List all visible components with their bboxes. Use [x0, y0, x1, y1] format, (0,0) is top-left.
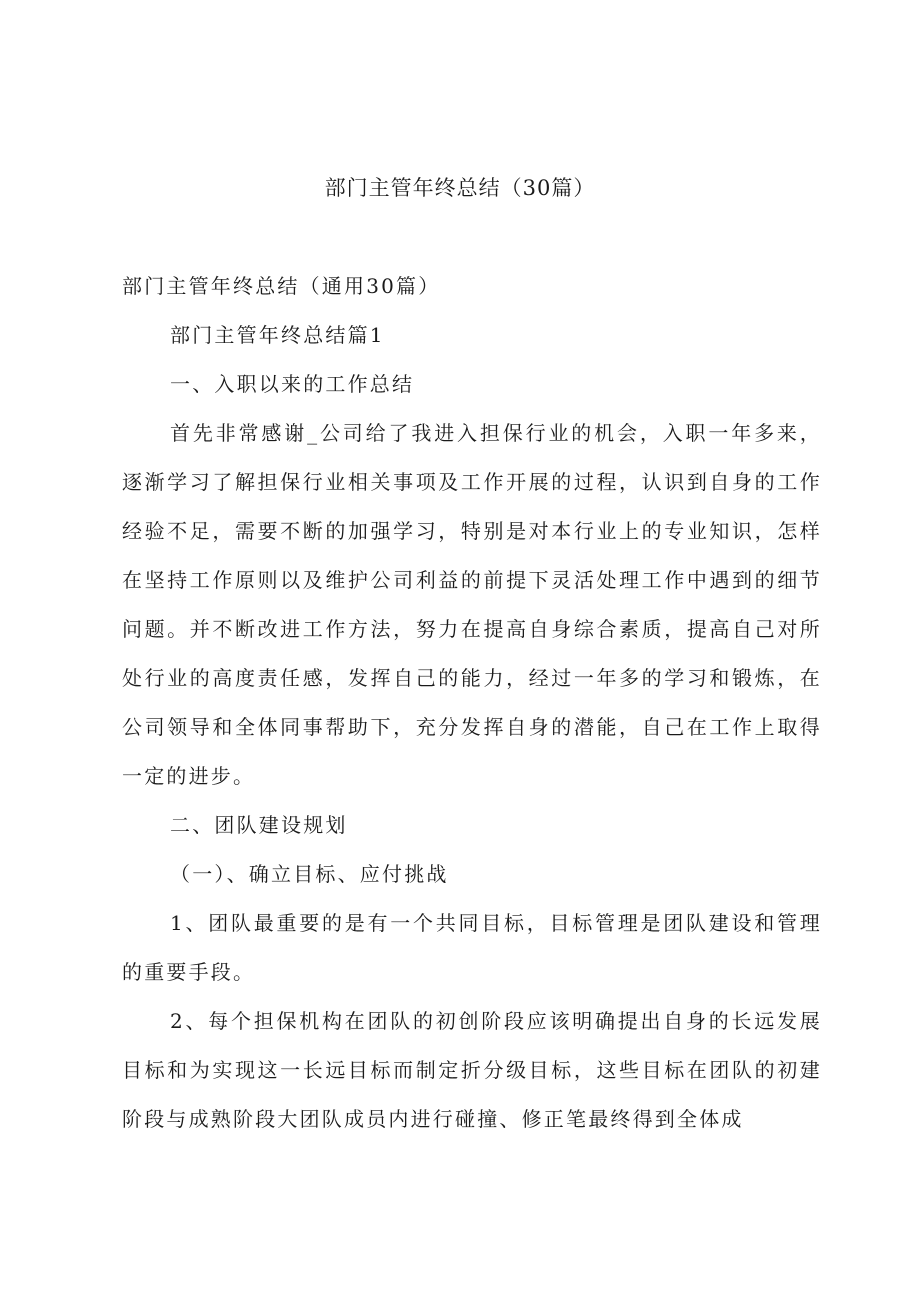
body-paragraph: 2、每个担保机构在团队的初创阶段应该明确提出自身的长远发展目标和为实现这一长远目标而制定折分级目标，这些目标在团队的初建阶段与成熟阶段大团队成员内进行碰撞、修正笔最终得到全体成 [122, 1009, 822, 1131]
body-paragraph: 1、团队最重要的是有一个共同目标，目标管理是团队建设和管理的重要手段。 [122, 911, 822, 984]
section-heading: 二、团队建设规划 [170, 813, 348, 837]
body-paragraph: 首先非常感谢_公司给了我进入担保行业的机会，入职一年多来，逐渐学习了解担保行业相关事项及工作开展的过程，认识到自身的工作经验不足，需要不断的加强学习，特别是对本行业上的专业知识，怎样在坚持工作原则以及维护公司利益的前提下灵活处理工作中遇到的细节问题。并不断改进工作方法，努力在提高自身综合素质，提高自己对所处行业的高度责任感，发挥自己的能力，经过一年多的学习和锻炼，在公司领导和全体同事帮助下，充分发挥自身的潜能，自己在工作上取得一定的进步。 [122, 421, 822, 788]
subsection-heading: （一）、确立目标、应付挑战 [170, 862, 449, 886]
document-body [122, 262, 822, 1144]
section-heading: 一、入职以来的工作总结 [170, 372, 415, 396]
document-title: 部门主管年终总结（30篇） [324, 176, 596, 200]
section-heading: 部门主管年终总结篇1 [170, 323, 385, 347]
document-subtitle: 部门主管年终总结（通用30篇） [122, 274, 441, 298]
